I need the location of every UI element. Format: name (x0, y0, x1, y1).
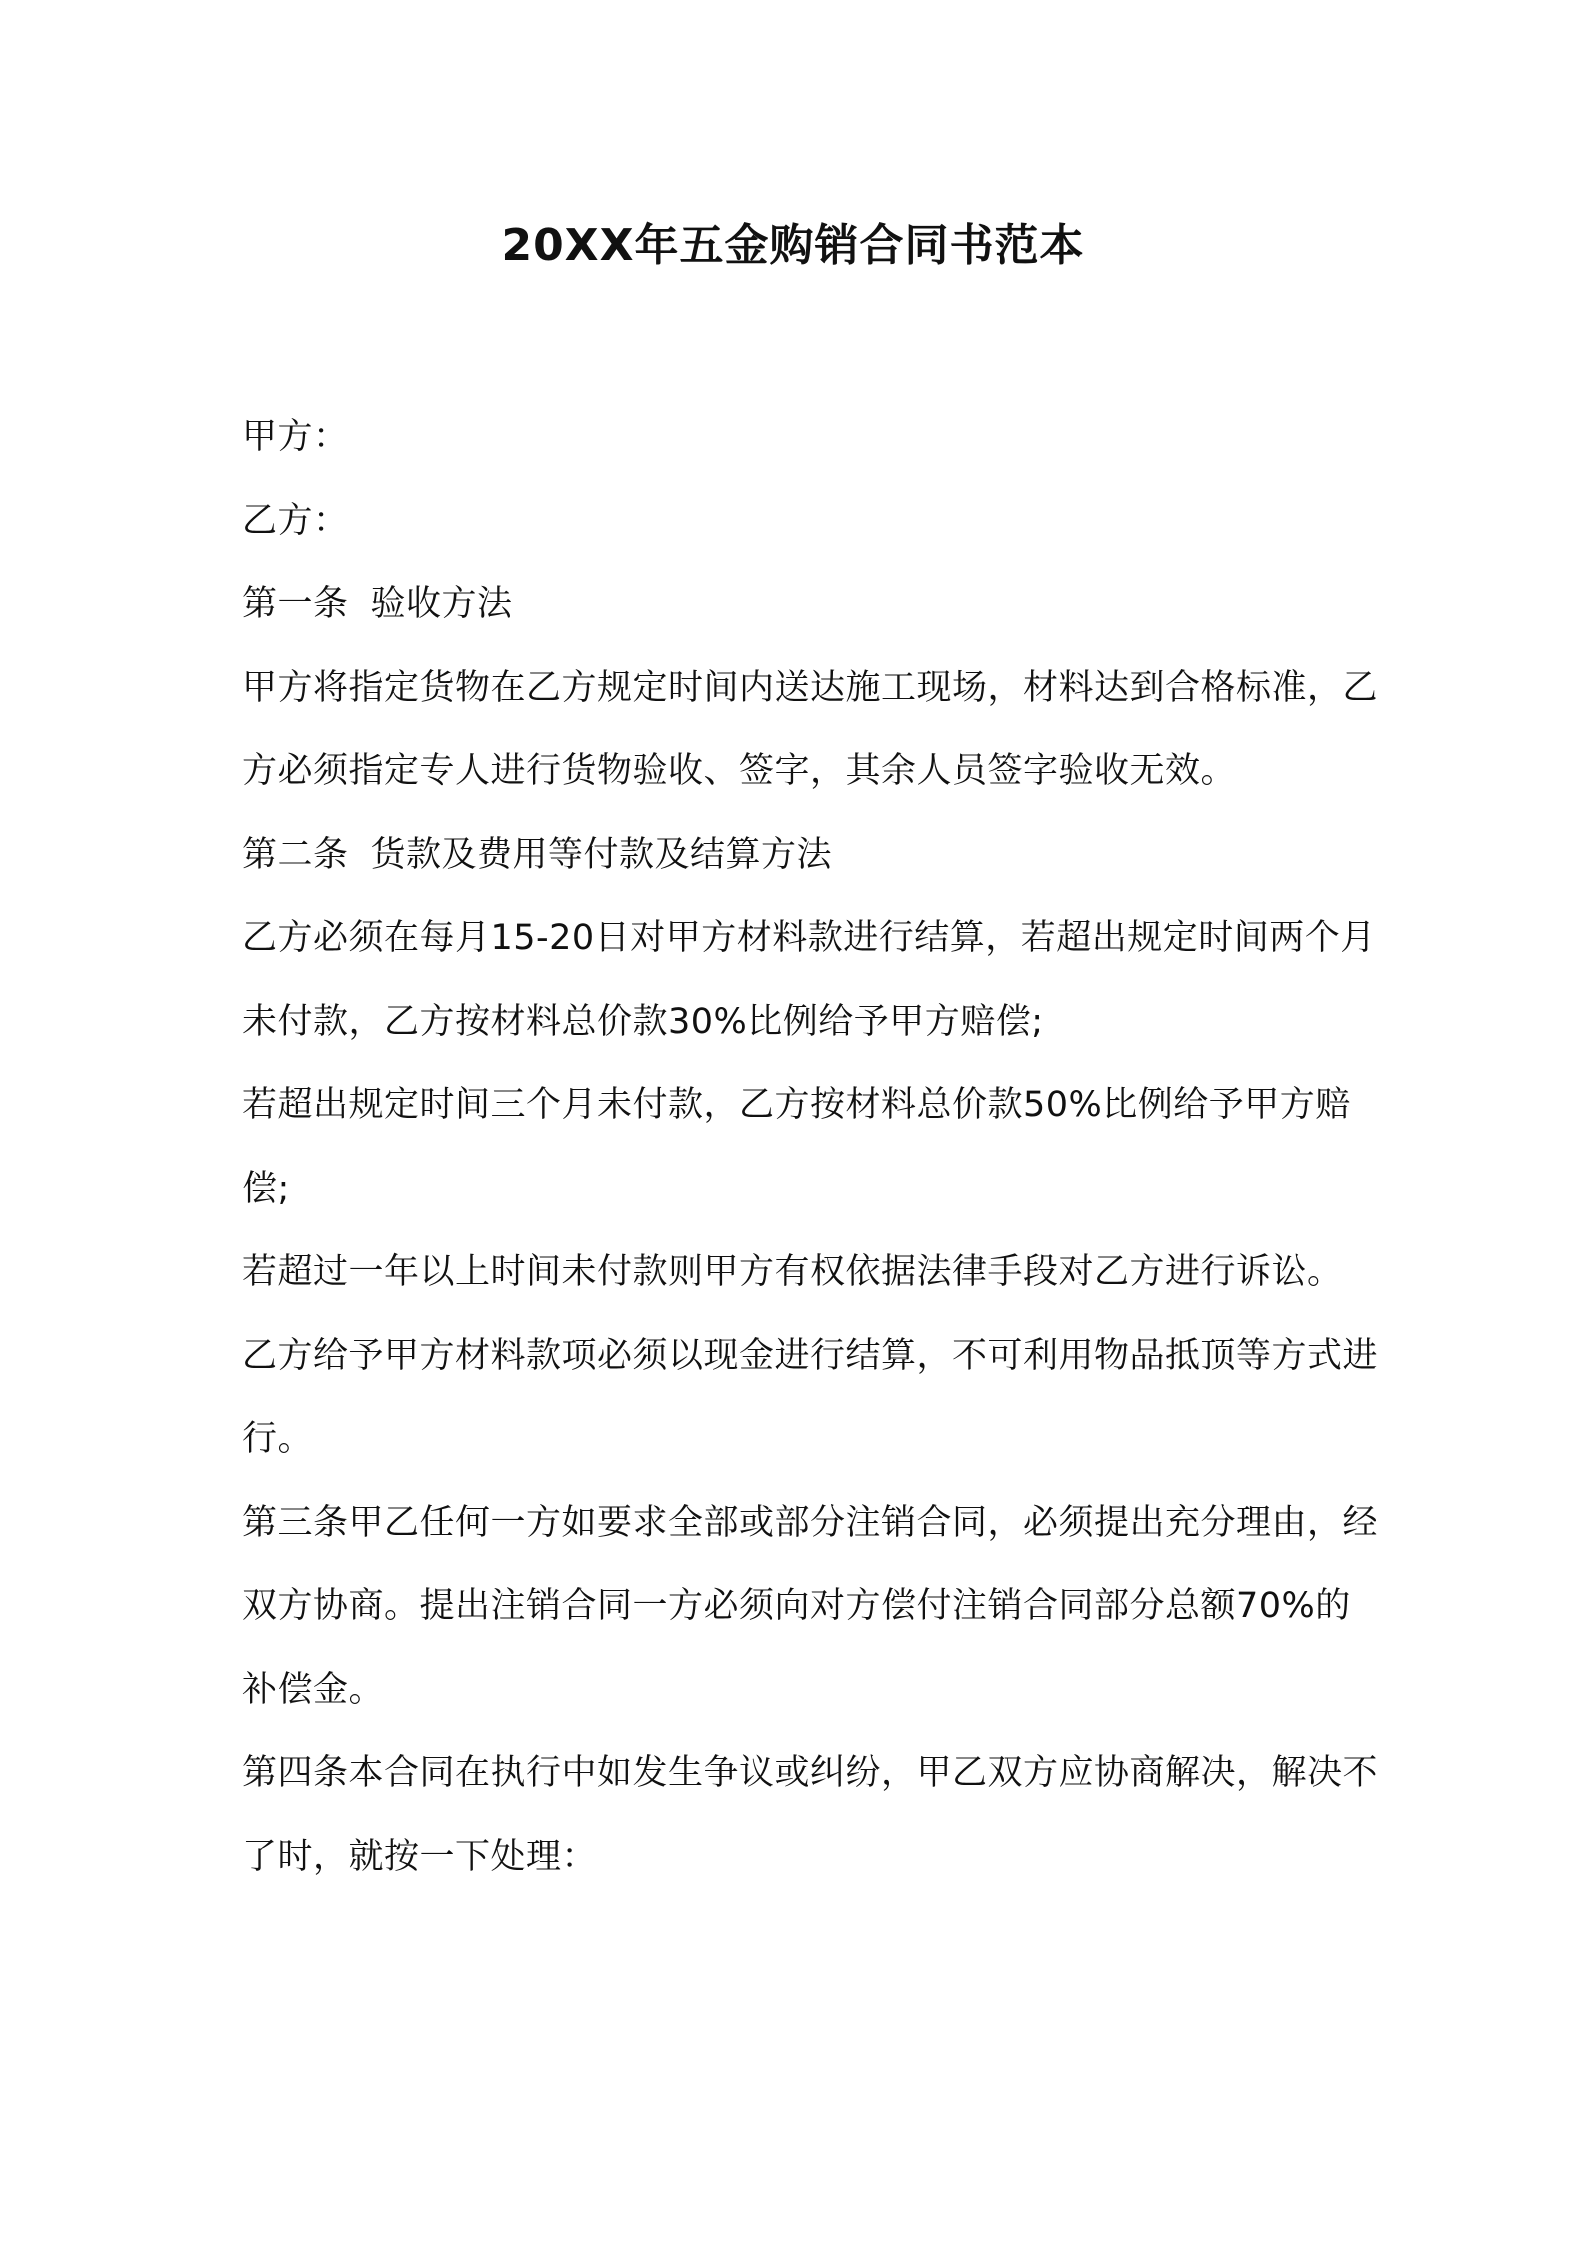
article-3-number: 第三条 (242, 1502, 349, 1543)
article-1-heading (242, 563, 1382, 647)
article-1-paragraph-1: 甲方将指定货物在乙方规定时间内送达施工现场，材料达到合格标准，乙方必须指定专人进行货物验收、签字，其余人员签字验收无效。 (242, 667, 1379, 791)
article-2-paragraph-2: 若超出规定时间三个月未付款，乙方按材料总价款50%比例给予甲方赔偿; (242, 1085, 1351, 1209)
article-2-paragraph-4: 乙方给予甲方材料款项必须以现金进行结算，不可利用物品抵顶等方式进行。 (242, 1335, 1379, 1459)
article-4-number: 第四条 (242, 1753, 349, 1793)
article-2-number: 第二条 (242, 834, 349, 875)
article-1-title: 验收方法 (370, 584, 513, 624)
article-4-text: 本合同在执行中如发生争议或纠纷，甲乙双方应协商解决，解决不了时，就按一下处理： (242, 1753, 1379, 1877)
article-3-text: 甲乙任何一方如要求全部或部分注销合同，必须提出充分理由，经双方协商。提出注销合同一方必须向对方偿付注销合同部分总额70%的补偿金。 (242, 1502, 1379, 1710)
article-2-paragraph-3: 若超过一年以上时间未付款则甲方有权依据法律手段对乙方进行诉讼。 (242, 1252, 1343, 1292)
article-3 (242, 1482, 1382, 1733)
article-4 (242, 1732, 1382, 1899)
party-a-label: 甲方： (242, 417, 349, 457)
article-1-number: 第一条 (242, 584, 349, 624)
party-b-label: 乙方： (242, 500, 349, 541)
article-2-title: 货款及费用等付款及结算方法 (370, 834, 833, 875)
document-title: 20XX年五金购销合同书范本 (501, 220, 1085, 271)
document-body (242, 396, 1382, 1899)
article-2-heading (242, 814, 1382, 898)
article-2-paragraph-1: 乙方必须在每月15-20日对甲方材料款进行结算，若超出规定时间两个月未付款，乙方按材料总价款30%比例给予甲方赔偿; (242, 918, 1376, 1042)
